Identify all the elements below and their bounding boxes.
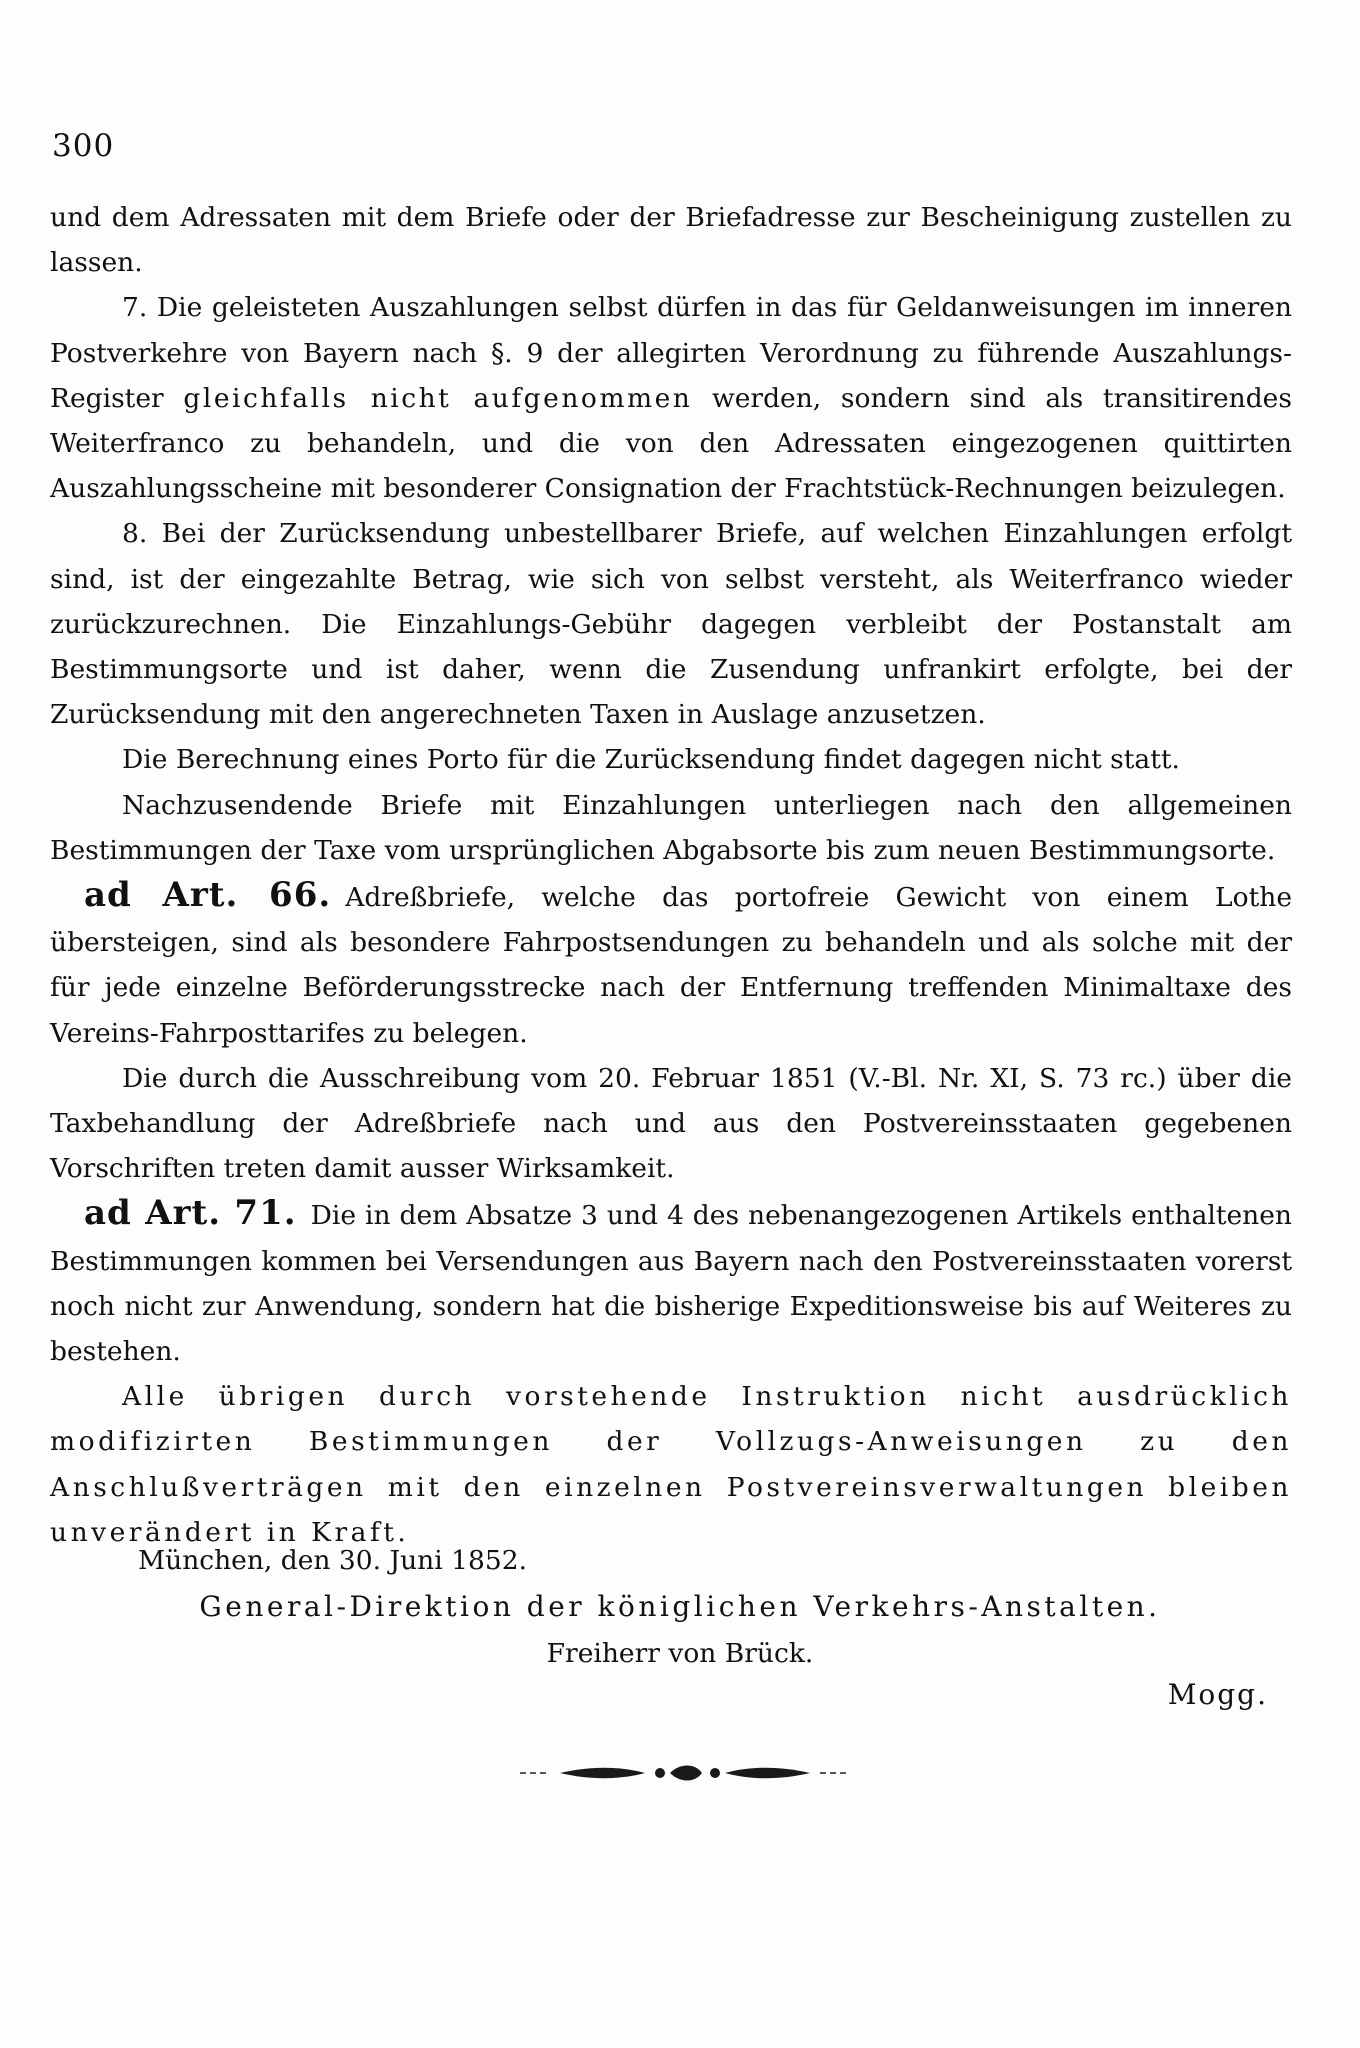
paragraph: Nachzusendende Briefe mit Einzahlungen unterliegen nach den allgemeinen Bestimmungen der Taxe vom ursprünglichen Abgabsorte bis zum neuen Bestimmungsorte. xyxy=(50,789,1292,866)
signatory-primary: Freiherr von Brück. xyxy=(546,1638,814,1669)
paragraph-ad-art-66 xyxy=(50,873,1292,1056)
page-number: 300 xyxy=(52,128,115,164)
date-line: München, den 30. Juni 1852. xyxy=(138,1545,527,1576)
paragraph-text: Die geleisteten Auszahlungen selbst dürfen in das für Geldanweisungen im inneren Postverkehre von Bayern nach §. 9 der allegirten Verordnung zu führende Auszahlungs-Register xyxy=(50,292,1292,414)
paragraph-closing-provision: Alle übrigen durch vorstehende Instruktion nicht ausdrücklich modifizirten Bestimmungen der Vollzugs-Anweisungen zu den Anschlußverträgen mit den einzelnen Postvereinsverwaltungen bleiben unverändert in Kraft. xyxy=(50,1381,1292,1548)
paragraph-text: Adreßbriefe, welche das portofreie Gewicht von einem Lothe übersteigen, sind als besondere Fahrpostsendungen zu behandeln und als solche mit der für jede einzelne Beförderungsstrecke nach der Entfernung treffenden Minimaltaxe des Vereins-Fahrposttarifes zu belegen. xyxy=(50,882,1292,1049)
decorative-divider-icon xyxy=(520,1758,850,1788)
article-reference: ad Art. 66. xyxy=(84,875,332,916)
item-number: 7. xyxy=(122,292,148,324)
paragraph-text: Die in dem Absatze 3 und 4 des nebenangezogenen Artikels enthaltenen Bestimmungen kommen bei Versendungen aus Bayern nach den Postvereinsstaaten vorerst noch nicht zur Anwendung, sondern hat die bisherige Expeditionsweise bis auf Weiteres zu bestehen. xyxy=(50,1200,1292,1368)
body-text xyxy=(50,195,1292,1555)
paragraph: Die Berechnung eines Porto für die Zurücksendung findet dagegen nicht statt. xyxy=(122,744,1180,776)
paragraph-text: Bei der Zurücksendung unbestellbarer Briefe, auf welchen Einzahlungen erfolgt sind, ist der eingezahlte Betrag, wie sich von selbst versteht, als Weiterfranco wieder zurückzurechnen. Die Einzahlungs-Gebühr dagegen verbleibt der Postanstalt am Bestimmungsorte und ist daher, wenn die Zusendung unfrankirt erfolgte, bei der Zurücksendung mit den angerechneten Taxen in Auslage anzusetzen. xyxy=(50,518,1292,731)
paragraph-ad-art-71 xyxy=(50,1191,1292,1374)
article-reference: ad Art. 71. xyxy=(84,1193,297,1234)
paragraph-text: werden, sondern sind als transitirendes Weiterfranco zu behandeln, und die von den Adressaten eingezogenen quittirten Auszahlungsscheine mit besonderer Consignation der Frachtstück-Rechnungen beizulegen. xyxy=(50,382,1292,505)
paragraph: Die durch die Ausschreibung vom 20. Februar 1851 (V.-Bl. Nr. XI, S. 73 rc.) über die Taxbehandlung der Adreßbriefe nach und aus den Postvereinsstaaten gegebenen Vorschriften treten damit ausser Wirksamkeit. xyxy=(50,1062,1292,1185)
paragraph-continuation: und dem Adressaten mit dem Briefe oder der Briefadresse zur Bescheinigung zustellen zu lassen. xyxy=(50,202,1292,279)
paragraph-item-7 xyxy=(50,285,1292,511)
issuing-authority: General-Direktion der königlichen Verkehrs-Anstalten. xyxy=(199,1590,1161,1623)
paragraph-item-8 xyxy=(50,511,1292,737)
signatory-secondary: Mogg. xyxy=(1167,1678,1268,1711)
item-number: 8. xyxy=(122,518,148,550)
paragraph-emphasis: gleichfalls nicht aufgenommen xyxy=(183,382,693,414)
